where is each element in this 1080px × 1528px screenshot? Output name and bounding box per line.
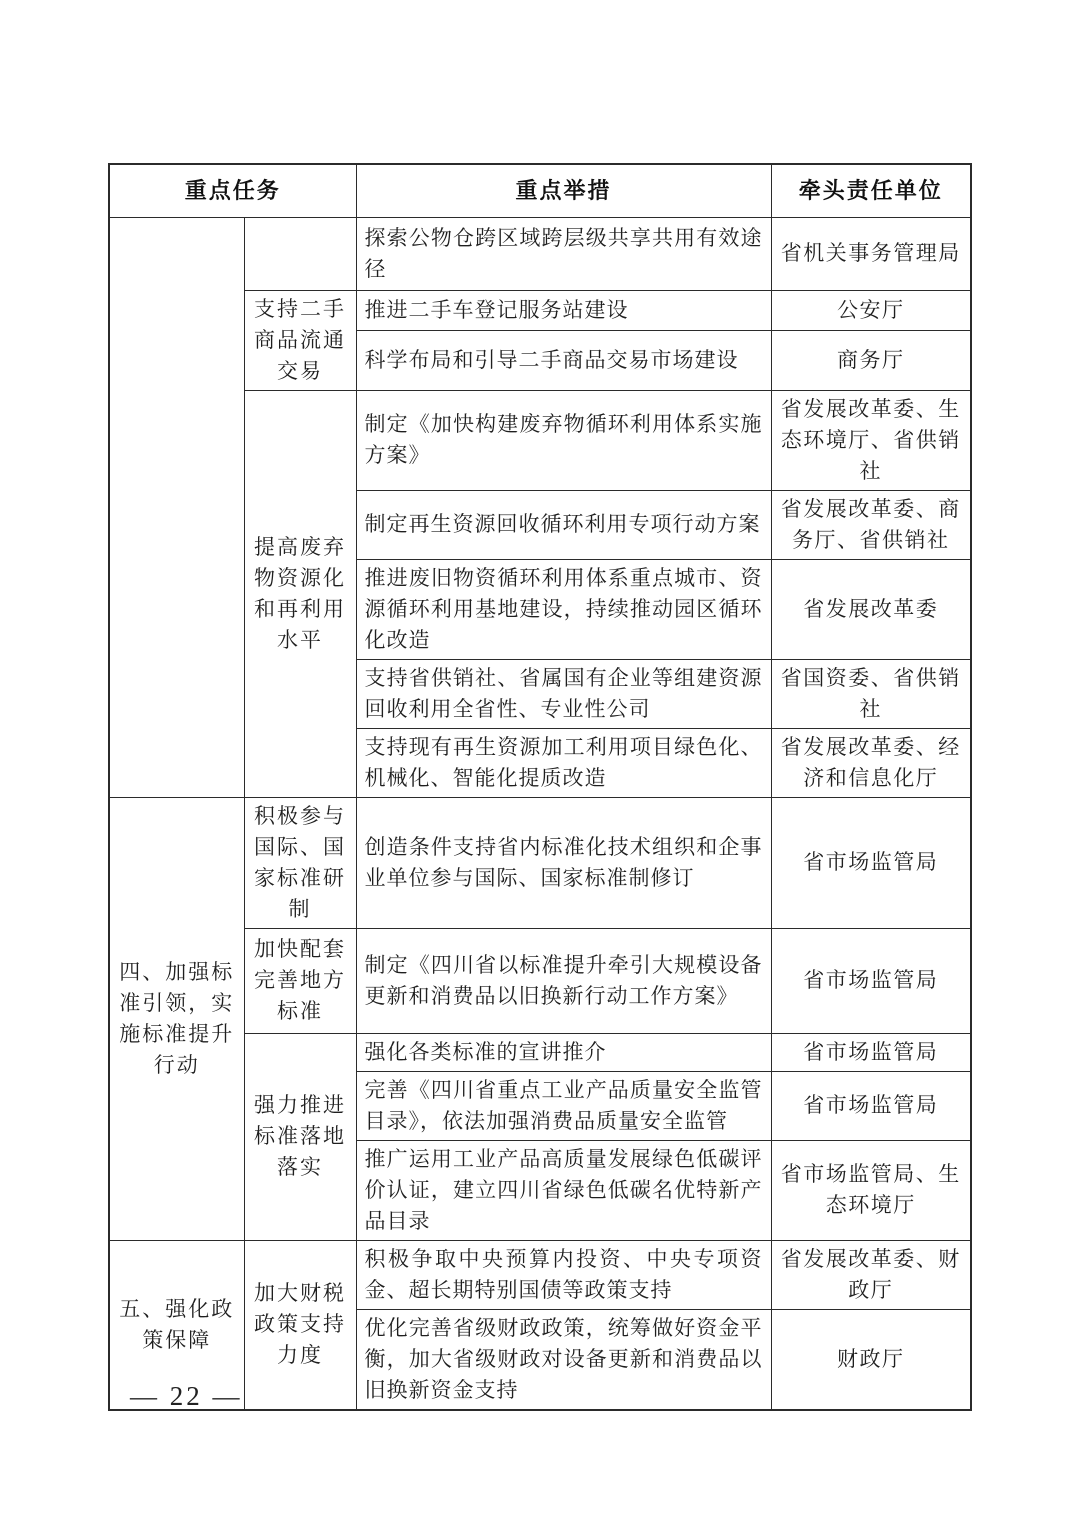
measure-cell: 推广运用工业产品高质量发展绿色低碳评价认证，建立四川省绿色低碳名优特新产品目录	[356, 1140, 771, 1240]
measure-cell: 科学布局和引导二手商品交易市场建设	[356, 330, 771, 390]
subtask-cell: 积极参与国际、国家标准研制	[244, 797, 356, 928]
unit-cell: 省发展改革委、生态环境厅、省供销社	[771, 390, 971, 490]
unit-cell: 省市场监管局、生态环境厅	[771, 1140, 971, 1240]
header-key-measures: 重点举措	[356, 164, 771, 217]
subtask-cell: 提高废弃物资源化和再利用水平	[244, 390, 356, 797]
header-lead-unit: 牵头责任单位	[771, 164, 971, 217]
unit-cell: 财政厅	[771, 1309, 971, 1410]
subtask-cell	[244, 217, 356, 290]
table-row	[109, 1240, 971, 1309]
table-header-row	[109, 164, 971, 217]
measure-cell: 支持现有再生资源加工利用项目绿色化、机械化、智能化提质改造	[356, 728, 771, 797]
unit-cell: 商务厅	[771, 330, 971, 390]
subtask-cell: 加大财税政策支持力度	[244, 1240, 356, 1410]
unit-cell: 省发展改革委、财政厅	[771, 1240, 971, 1309]
unit-cell: 省市场监管局	[771, 797, 971, 928]
measure-cell: 强化各类标准的宣讲推介	[356, 1033, 771, 1071]
task-group-cell	[109, 217, 244, 797]
measure-cell: 支持省供销社、省属国有企业等组建资源回收利用全省性、专业性公司	[356, 659, 771, 728]
measure-cell: 完善《四川省重点工业产品质量安全监管目录》，依法加强消费品质量安全监管	[356, 1071, 771, 1140]
measure-cell: 优化完善省级财政政策，统筹做好资金平衡，加大省级财政对设备更新和消费品以旧换新资金支持	[356, 1309, 771, 1410]
page-number: — 22 —	[130, 1381, 243, 1411]
tasks-measures-table	[108, 163, 972, 1411]
measure-cell: 积极争取中央预算内投资、中央专项资金、超长期特别国债等政策支持	[356, 1240, 771, 1309]
key-tasks-table	[108, 163, 970, 1411]
measure-cell: 探索公物仓跨区域跨层级共享共用有效途径	[356, 217, 771, 290]
table-row	[109, 217, 971, 290]
unit-cell: 省国资委、省供销社	[771, 659, 971, 728]
task-group-cell: 四、加强标准引领，实施标准提升行动	[109, 797, 244, 1240]
measure-cell: 制定再生资源回收循环利用专项行动方案	[356, 490, 771, 559]
unit-cell: 省市场监管局	[771, 1033, 971, 1071]
unit-cell: 省市场监管局	[771, 1071, 971, 1140]
subtask-cell: 支持二手商品流通交易	[244, 290, 356, 390]
subtask-cell: 加快配套完善地方标准	[244, 928, 356, 1033]
unit-cell: 省发展改革委、经济和信息化厅	[771, 728, 971, 797]
unit-cell: 省发展改革委	[771, 559, 971, 659]
header-key-tasks: 重点任务	[109, 164, 356, 217]
unit-cell: 公安厅	[771, 290, 971, 330]
unit-cell: 省市场监管局	[771, 928, 971, 1033]
unit-cell: 省机关事务管理局	[771, 217, 971, 290]
task-group-cell: 五、强化政策保障	[109, 1240, 244, 1410]
measure-cell: 制定《加快构建废弃物循环利用体系实施方案》	[356, 390, 771, 490]
measure-cell: 创造条件支持省内标准化技术组织和企事业单位参与国际、国家标准制修订	[356, 797, 771, 928]
measure-cell: 推进二手车登记服务站建设	[356, 290, 771, 330]
subtask-cell: 强力推进标准落地落实	[244, 1033, 356, 1240]
table-row	[109, 797, 971, 928]
measure-cell: 制定《四川省以标准提升牵引大规模设备更新和消费品以旧换新行动工作方案》	[356, 928, 771, 1033]
measure-cell: 推进废旧物资循环利用体系重点城市、资源循环利用基地建设，持续推动园区循环化改造	[356, 559, 771, 659]
unit-cell: 省发展改革委、商务厅、省供销社	[771, 490, 971, 559]
